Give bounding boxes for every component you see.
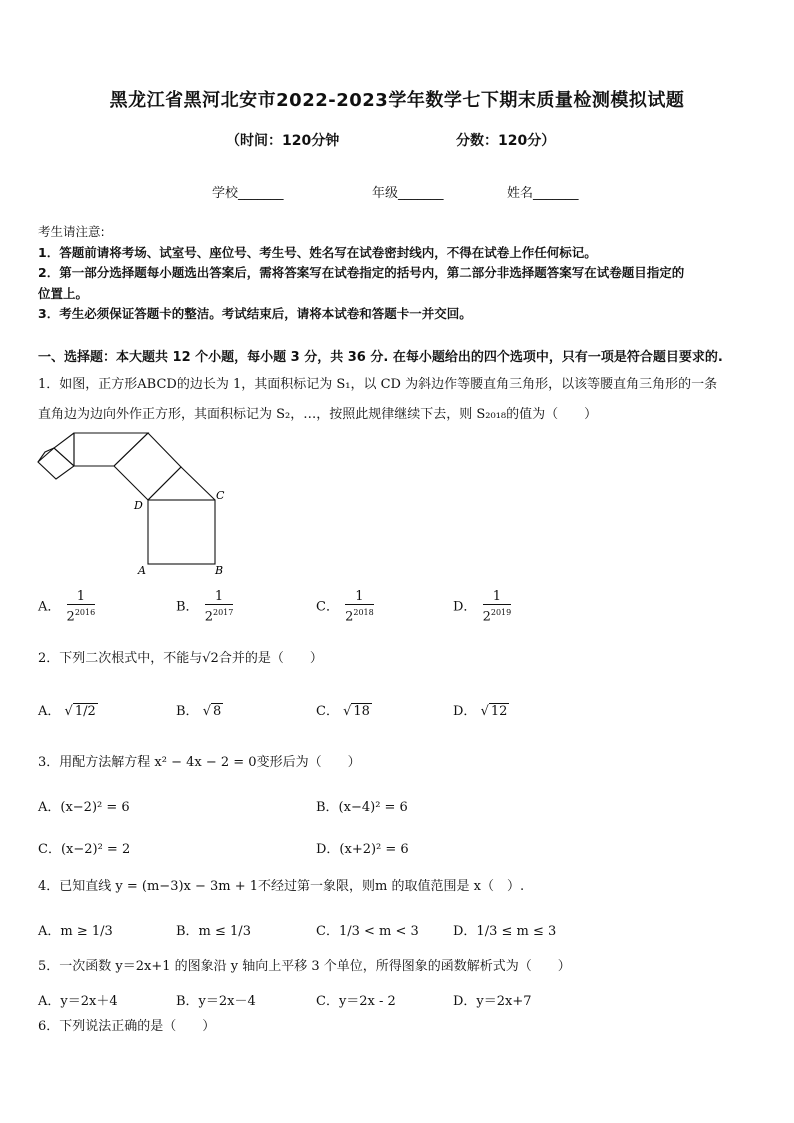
notice-item: 位置上。 [38, 285, 89, 301]
question-1-line-1: 1．如图，正方形ABCD的边长为 1，其面积标记为 S₁，以 CD 为斜边作等腰直角三角形，以该等腰直角三角形的一条 [38, 377, 718, 392]
q3-option-c[interactable]: C．(x−2)² = 2 [38, 842, 131, 857]
exponent: 2018 [353, 608, 374, 617]
option-label: C． [316, 599, 339, 615]
q5-option-d[interactable]: D．y＝2x+7 [453, 994, 532, 1009]
q5-option-c[interactable]: C．y＝2x - 2 [316, 994, 396, 1009]
notice-item: 1．答题前请将考场、试室号、座位号、考生号、姓名写在试卷密封线内，不得在试卷上作任何标记。 [38, 244, 597, 260]
q4-option-c[interactable]: C．1/3 < m < 3 [316, 924, 419, 939]
notice-item: 2．第一部分选择题每小题选出答案后，需将答案写在试卷指定的括号内，第二部分非选择题答案写在试卷题目指定的 [38, 265, 685, 280]
q3-option-a[interactable]: A．(x−2)² = 6 [38, 800, 130, 815]
q3-option-d[interactable]: D．(x+2)² = 6 [316, 842, 409, 857]
triangle-1 [148, 467, 215, 500]
label-c: C [216, 489, 225, 502]
exam-title: 黑龙江省黑河北安市2022-2023学年数学七下期末质量检测模拟试题 [109, 90, 685, 111]
option-label: C． [316, 704, 339, 719]
q2-option-b[interactable]: B． √ 8 [176, 704, 222, 719]
q1-option-d[interactable]: D． $\frac{1}{2^{2019}}$ [453, 589, 512, 625]
question-5: 5．一次函数 y＝2x+1 的图象沿 y 轴向上平移 3 个单位，所得图象的函数解析式为（ ） [38, 959, 571, 974]
option-label: B． [176, 599, 199, 615]
q2-option-c[interactable]: C． √ 18 [316, 704, 370, 719]
school-field[interactable]: 学校_______ [212, 186, 284, 201]
radicand: 12 [490, 704, 508, 719]
q2-option-a[interactable]: A． √ 1/2 [38, 704, 96, 719]
label-d: D [134, 499, 143, 512]
label-a: A [138, 564, 146, 577]
time-limit: （时间：120分钟 [226, 133, 340, 149]
q1-option-b[interactable]: B． $\frac{1}{2^{2017}}$ [176, 589, 234, 625]
q4-option-a[interactable]: A．m ≥ 1/3 [38, 924, 113, 939]
total-score: 分数：120分） [456, 133, 556, 149]
radicand: 1/2 [74, 704, 96, 719]
option-label: A． [38, 704, 61, 719]
exam-notice [38, 222, 758, 325]
q5-option-a[interactable]: A．y＝2x＋4 [38, 994, 118, 1009]
square-abcd [148, 500, 215, 564]
q4-option-b[interactable]: B．m ≤ 1/3 [176, 924, 251, 939]
exponent: 2019 [490, 608, 512, 617]
radicand: 18 [353, 704, 370, 719]
label-b: B [215, 564, 224, 577]
q1-option-c[interactable]: C． $\frac{1}{2^{2018}}$ [316, 589, 374, 625]
notice-heading: 考生请注意: [38, 224, 105, 239]
notice-item: 3．考生必须保证答题卡的整洁。考试结束后，请将本试卷和答题卡一并交回。 [38, 306, 472, 321]
q4-option-d[interactable]: D．1/3 ≤ m ≤ 3 [453, 924, 557, 939]
q2-option-d[interactable]: D． √ 12 [453, 704, 508, 719]
numerator: 1 [483, 590, 512, 605]
numerator: 1 [345, 590, 374, 605]
question-2: 2．下列二次根式中，不能与√2合并的是（ ） [38, 651, 323, 666]
section-title: 一、选择题：本大题共 12 个小题，每小题 3 分，共 36 分. 在每小题给出的四个选项中，只有一项是符合题目要求的. [38, 350, 723, 365]
q1-option-a[interactable]: A． $\frac{1}{2^{2016}}$ [38, 589, 96, 625]
numerator: 1 [67, 590, 96, 605]
grade-field[interactable]: 年级_______ [372, 186, 444, 201]
name-field[interactable]: 姓名_______ [507, 186, 579, 201]
q3-option-b[interactable]: B．(x−4)² = 6 [316, 800, 408, 815]
q5-option-b[interactable]: B．y＝2x－4 [176, 994, 256, 1009]
question-1-line-2: 直角边为边向外作正方形，其面积标记为 S₂，…，按照此规律继续下去，则 S₂₀₁₈的值为（ ） [38, 407, 598, 422]
option-label: D． [453, 704, 477, 719]
square-2 [114, 433, 181, 500]
exponent: 2016 [74, 608, 96, 617]
option-label: D． [453, 599, 477, 615]
exponent: 2017 [212, 608, 234, 617]
square-3 [74, 433, 148, 466]
question-4: 4．已知直线 y = (m−3)x − 3m + 1不经过第一象限，则m 的取值范围是 x（ ）. [38, 879, 525, 894]
option-label: B． [176, 704, 199, 719]
question-3: 3．用配方法解方程 x² − 4x − 2 = 0变形后为（ ） [38, 755, 361, 770]
question-6: 6．下列说法正确的是（ ） [38, 1019, 216, 1034]
square-4 [38, 448, 74, 479]
numerator: 1 [205, 590, 234, 605]
triangle-3 [54, 433, 74, 466]
radicand: 8 [212, 704, 222, 719]
question-1-figure [34, 432, 234, 577]
option-label: A． [38, 599, 61, 615]
